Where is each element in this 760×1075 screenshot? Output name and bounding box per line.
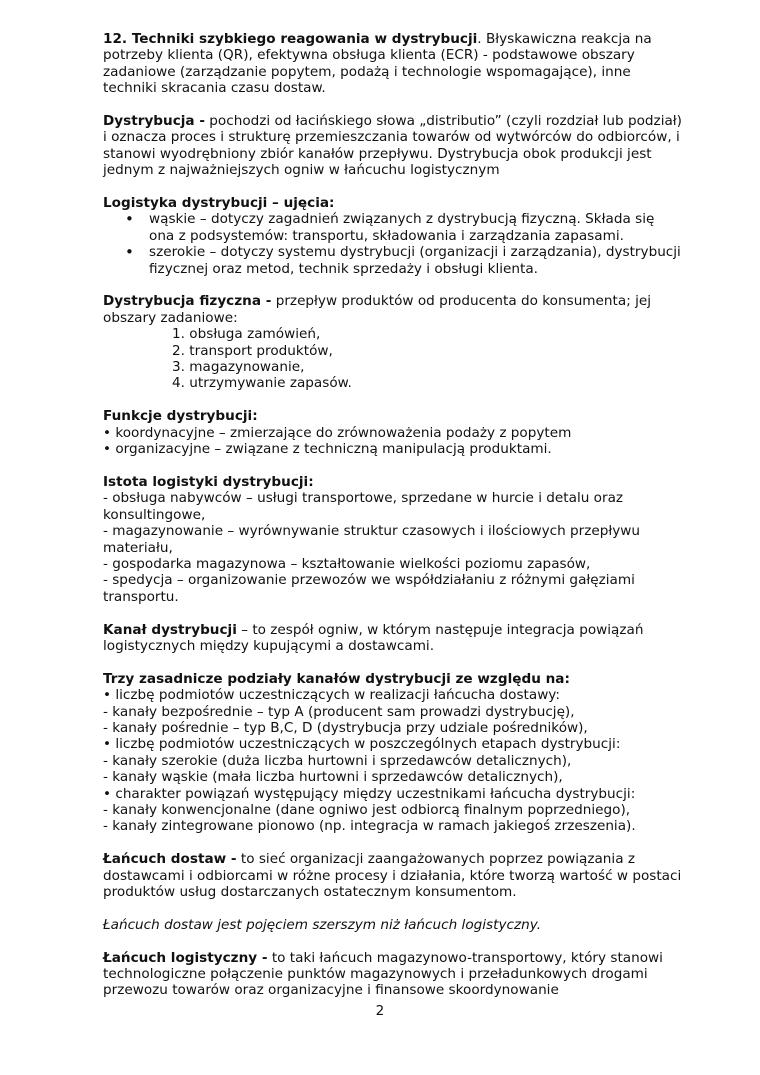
text-line: • liczbę podmiotów uczestniczących w poszczególnych etapach dystrybucji:	[103, 736, 621, 753]
list-item: 4. utrzymywanie zapasów.	[172, 375, 352, 392]
section-text: pochodzi od łacińskiego słowa „distributio” (czyli rozdział lub podział) i oznacza proces i strukturę przemieszczania towarów od wytwórców do odbiorców, i stanowi wyodrębniony zbiór kanałów przepływu. Dystrybucja obok produkcji jest jednym z najważniejszych ogniw w łańcuchu logistycznym	[103, 113, 682, 179]
section-techniki	[103, 31, 683, 97]
text-line: - magazynowanie – wyrównywanie struktur czasowych i ilościowych przepływu materiału,	[103, 523, 641, 556]
text-line: - kanały zintegrowane pionowo (np. integracja w ramach jakiegoś zrzeszenia).	[103, 818, 636, 835]
section-dystrybucja-fizyczna	[103, 293, 683, 326]
section-logistyka-heading	[103, 195, 683, 211]
section-heading: Dystrybucja -	[103, 113, 205, 130]
text-line: - obsługa nabywców – usługi transportowe, sprzedane w hurcie i detalu oraz konsultingowe,	[103, 490, 624, 523]
section-text: to sieć organizacji zaangażowanych poprzez powiązania z dostawcami i odbiorcami w różne procesy i działania, które tworzą wartość w postaci produktów usług dostarczanych ostatecznym konsumentom.	[103, 851, 682, 900]
list-item: • szerokie – dotyczy systemu dystrybucji (organizacji i zarządzania), dystrybucji fizycznej oraz metod, technik sprzedaży i obsługi klienta.	[103, 244, 683, 277]
section-heading: Kanał dystrybucji	[103, 621, 237, 638]
section-heading: Łańcuch dostaw -	[103, 851, 237, 868]
section-dystrybucja	[103, 113, 683, 179]
document-body	[103, 31, 683, 999]
text-line: - kanały konwencjonalne (dane ogniwo jest odbiorcą finalnym poprzedniego),	[103, 801, 631, 818]
text-line: - gospodarka magazynowa – kształtowanie wielkości poziomu zapasów,	[103, 555, 591, 572]
text-line: • organizacyjne – związane z techniczną manipulacją produktami.	[103, 441, 552, 458]
section-istota-heading	[103, 474, 683, 490]
section-podzialy-heading	[103, 671, 683, 687]
section-heading: Funkcje dystrybucji:	[103, 408, 258, 425]
text-line: - kanały wąskie (mała liczba hurtowni i sprzedawców detalicznych),	[103, 769, 563, 786]
list-item: • wąskie – dotyczy zagadnień związanych z dystrybucją fizyczną. Składa się ona z podsystemów: transportu, składowania i zarządzania zapasami.	[103, 211, 683, 244]
section-heading: Logistyka dystrybucji – ujęcia:	[103, 195, 335, 212]
list-item: 2. transport produktów,	[172, 342, 333, 359]
text-line: • liczbę podmiotów uczestniczących w realizacji łańcucha dostawy:	[103, 687, 560, 704]
page-number: 2	[375, 1003, 385, 1019]
section-heading: Dystrybucja fizyczna -	[103, 293, 272, 310]
section-text: – to zespół ogniw, w którym następuje integracja powiązań logistycznych między kupującymi a dostawcami.	[103, 621, 644, 654]
text-line: - kanały szerokie (duża liczba hurtowni i sprzedawców detalicznych),	[103, 752, 572, 769]
section-funkcje-heading	[103, 408, 683, 424]
section-heading: 12. Techniki szybkiego reagowania w dystrybucji	[103, 31, 478, 47]
section-text: . Błyskawiczna reakcja na potrzeby klienta (QR), efektywna obsługa klienta (ECR) - podstawowe obszary zadaniowe (zarządzanie popytem, podażą i technologie wspomagające), inne techniki skracania czasu dostaw.	[103, 31, 652, 97]
italic-note: Łańcuch dostaw jest pojęciem szerszym niż łańcuch logistyczny.	[103, 916, 542, 933]
numbered-list	[103, 326, 683, 392]
text-line: - kanały bezpośrednie – typ A (producent sam prowadzi dystrybucję),	[103, 703, 575, 720]
section-heading: Łańcuch logistyczny -	[103, 949, 268, 966]
text-line: • charakter powiązań występujący między uczestnikami łańcucha dystrybucji:	[103, 785, 636, 802]
section-heading: Trzy zasadnicze podziały kanałów dystrybucji ze względu na:	[103, 670, 570, 687]
section-text: to taki łańcuch magazynowo-transportowy, który stanowi technologiczne połączenie punktów magazynowych i przeładunkowych drogami przewozu towarów oraz organizacyjne i finansowe skoordynowanie	[103, 949, 663, 999]
section-text: przepływ produktów od producenta do konsumenta; jej obszary zadaniowe:	[103, 293, 652, 326]
bullet-list	[103, 211, 683, 277]
text-line: - kanały pośrednie – typ B,C, D (dystrybucja przy udziale pośredników),	[103, 719, 588, 736]
list-item: 3. magazynowanie,	[172, 359, 305, 376]
section-lancuch-logistyczny	[103, 950, 683, 999]
section-kanal	[103, 622, 683, 655]
list-item: 1. obsługa zamówień,	[172, 326, 321, 343]
text-line: - spedycja – organizowanie przewozów we współdziałaniu z różnymi gałęziami transportu.	[103, 572, 635, 605]
section-heading: Istota logistyki dystrybucji:	[103, 473, 314, 490]
text-line: • koordynacyjne – zmierzające do zrównoważenia podaży z popytem	[103, 424, 572, 441]
section-lancuch-dostaw	[103, 851, 683, 900]
